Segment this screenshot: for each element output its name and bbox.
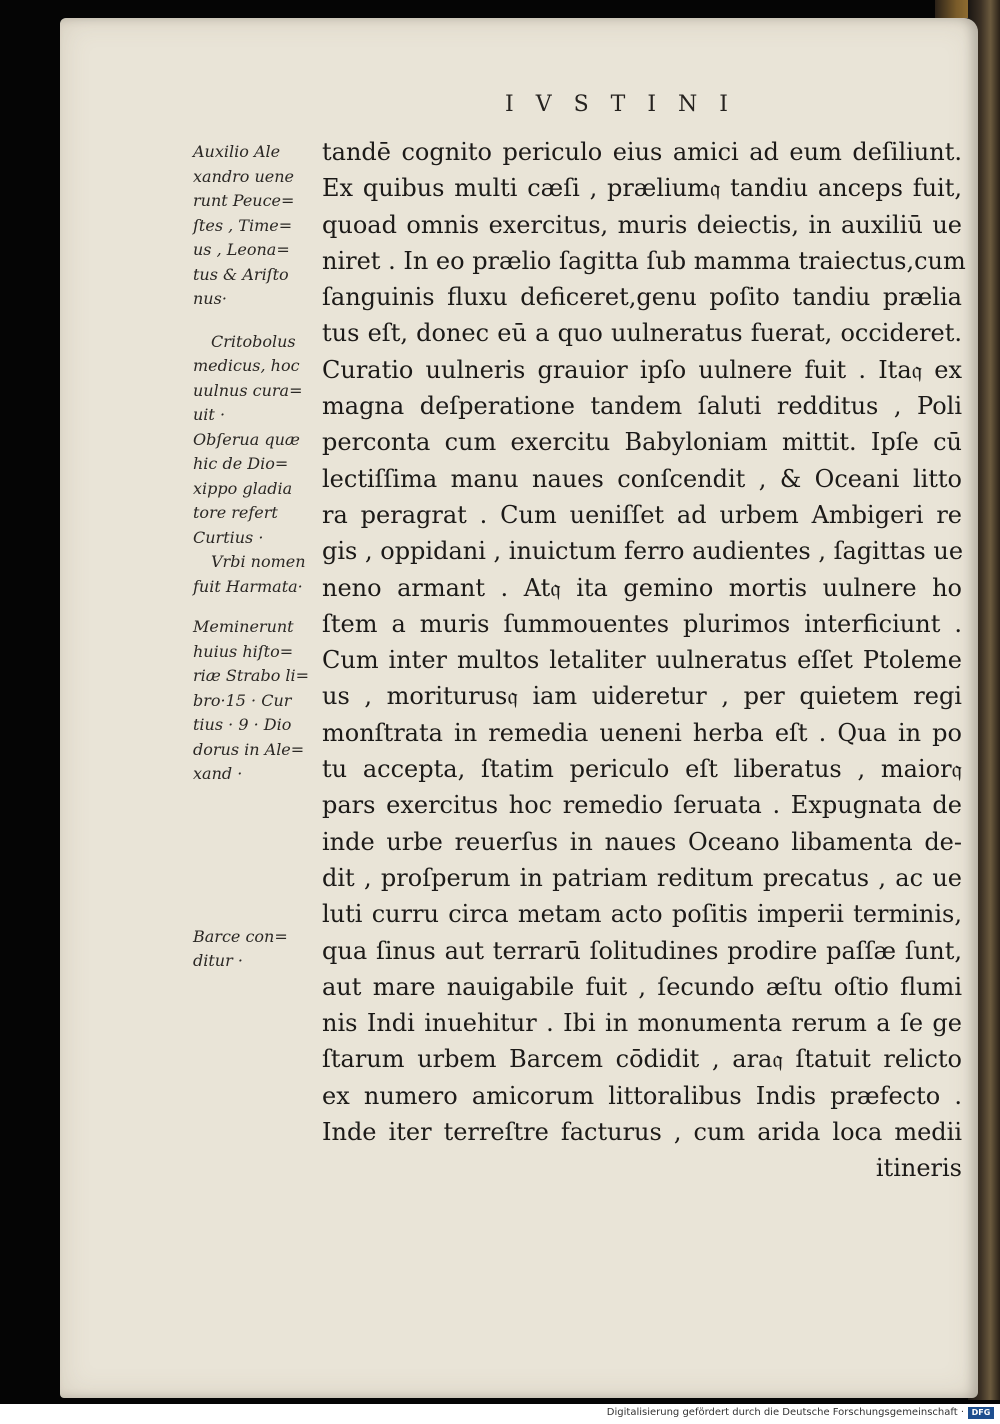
main-text-block [322, 134, 966, 1187]
margin-note-line: ſtes , Time= [193, 215, 293, 235]
text-line: ſanguinis fluxu deficeret,genu poſito tandiu prælia [322, 283, 962, 312]
margin-note-line: Meminerunt [193, 617, 294, 636]
text-line: us , moriturus𝔮 iam uideretur , per quietem regi [322, 682, 962, 711]
text-line: dit , proſperum in patriam reditum precatus , ac ue [322, 863, 962, 892]
margin-note-line: Auxilio Ale [193, 142, 281, 161]
text-line: Ex quibus multi cæſi , prælium𝔮 tandiu anceps fuit, [322, 174, 962, 203]
text-line: magna deſperatione tandem ſaluti redditus , Poli [322, 392, 962, 421]
margin-note-line: Barce con= [193, 926, 288, 946]
margin-note-auxilio [193, 140, 318, 312]
margin-note-line: tus & Ariſto [193, 264, 289, 284]
margin-note-line: uulnus cura= [193, 380, 303, 400]
margin-note-line: Obſerua quæ [193, 429, 300, 449]
margin-note-line: xand · [193, 764, 243, 783]
margin-note-line: medicus, hoc [193, 356, 300, 375]
text-line: ſtem a muris ſummouentes plurimos interficiunt . [322, 609, 962, 638]
text-line: Inde iter terreſtre facturus , cum arida loca medii [322, 1118, 962, 1147]
margin-note-line: us , Leona= [193, 240, 290, 259]
text-line: monſtrata in remedia ueneni herba eſt . Qua in po [322, 718, 962, 747]
margin-note-critobolus [193, 330, 318, 428]
margin-note-line: xandro uene [193, 166, 295, 186]
margin-note-line: huius hiſto= [193, 641, 294, 661]
margin-notes [193, 140, 318, 974]
text-line: aut mare nauigabile fuit , ſecundo æſtu oſtio flumi [322, 972, 962, 1001]
margin-note-vrbi [193, 550, 318, 599]
text-line: luti curru circa metam acto poſitis imperii terminis, [322, 900, 962, 929]
margin-note-obserua [193, 428, 318, 551]
margin-note-line: bro·15 · Cur [193, 690, 292, 710]
text-line: ex numero amicorum littoralibus Indis præfecto . [322, 1081, 962, 1110]
text-line: tus eſt, donec eū a quo uulneratus fuerat, occideret. [322, 319, 962, 348]
margin-note-line: riæ Strabo li= [193, 666, 310, 685]
text-line: Curatio uulneris grauior ipſo uulnere fuit . Ita𝔮 ex [322, 355, 962, 384]
margin-note-line: Curtius · [193, 527, 264, 547]
text-line: qua ſinus aut terrarū ſolitudines prodire paſſæ ſunt, [322, 936, 962, 965]
margin-note-line: nus· [193, 289, 227, 308]
text-line: neno armant . At𝔮 ita gemino mortis uulnere ho [322, 573, 962, 602]
text-line: tu accepta, ſtatim periculo eſt liberatus , maior𝔮 [322, 755, 962, 784]
text-line: tandē cognito periculo eius amici ad eum deſiliunt. [322, 138, 962, 166]
margin-note-line: hic de Dio= [193, 454, 289, 473]
footer-credit: Digitalisierung gefördert durch die Deutsche Forschungsgemeinschaft · [606, 1407, 964, 1418]
margin-note-line: uit · [193, 405, 226, 424]
text-line: niret . In eo prælio ſagitta ſub mamma traiectus,cum [322, 246, 966, 275]
text-line: pars exercitus hoc remedio ſeruata . Expugnata de [322, 791, 962, 820]
margin-note-barce [193, 925, 318, 974]
margin-note-line: fuit Harmata· [193, 576, 303, 596]
text-line: perconta cum exercitu Babyloniam mittit. Ipſe cū [322, 428, 962, 457]
text-line: Cum inter multos letaliter uulneratus eſſet Ptoleme [322, 646, 962, 675]
text-line: ra peragrat . Cum ueniſſet ad urbem Ambigeri re [322, 500, 962, 529]
text-line: lectiſſima manu naues conſcendit , & Oceani litto [322, 464, 962, 493]
text-line: nis Indi inuehitur . Ibi in monumenta rerum a ſe ge [322, 1009, 962, 1038]
margin-note-line: xippo gladia [193, 478, 293, 498]
margin-note-meminerunt [193, 615, 318, 787]
margin-note-line: ditur · [193, 951, 243, 970]
dfg-logo-icon: DFG [968, 1407, 994, 1419]
text-line: quoad omnis exercitus, muris deiectis, in auxiliū ue [322, 210, 962, 239]
text-line: inde urbe reuerſus in naues Oceano libamenta de- [322, 827, 962, 856]
margin-note-line: runt Peuce= [193, 191, 295, 210]
text-line: gis , oppidani , inuictum ferro audientes , ſagittas ue [322, 537, 964, 566]
margin-note-line: dorus in Ale= [193, 739, 305, 759]
margin-note-line: Vrbi nomen [211, 552, 306, 571]
margin-note-line: tore refert [193, 503, 278, 522]
text-line: ſtarum urbem Barcem cōdidit , ara𝔮 ſtatuit relicto [322, 1045, 962, 1074]
margin-note-line: Critobolus [211, 331, 296, 351]
running-head: IVSTINI [505, 92, 750, 117]
margin-note-line: tius · 9 · Dio [193, 715, 292, 734]
catchword: itineris [875, 1154, 962, 1183]
